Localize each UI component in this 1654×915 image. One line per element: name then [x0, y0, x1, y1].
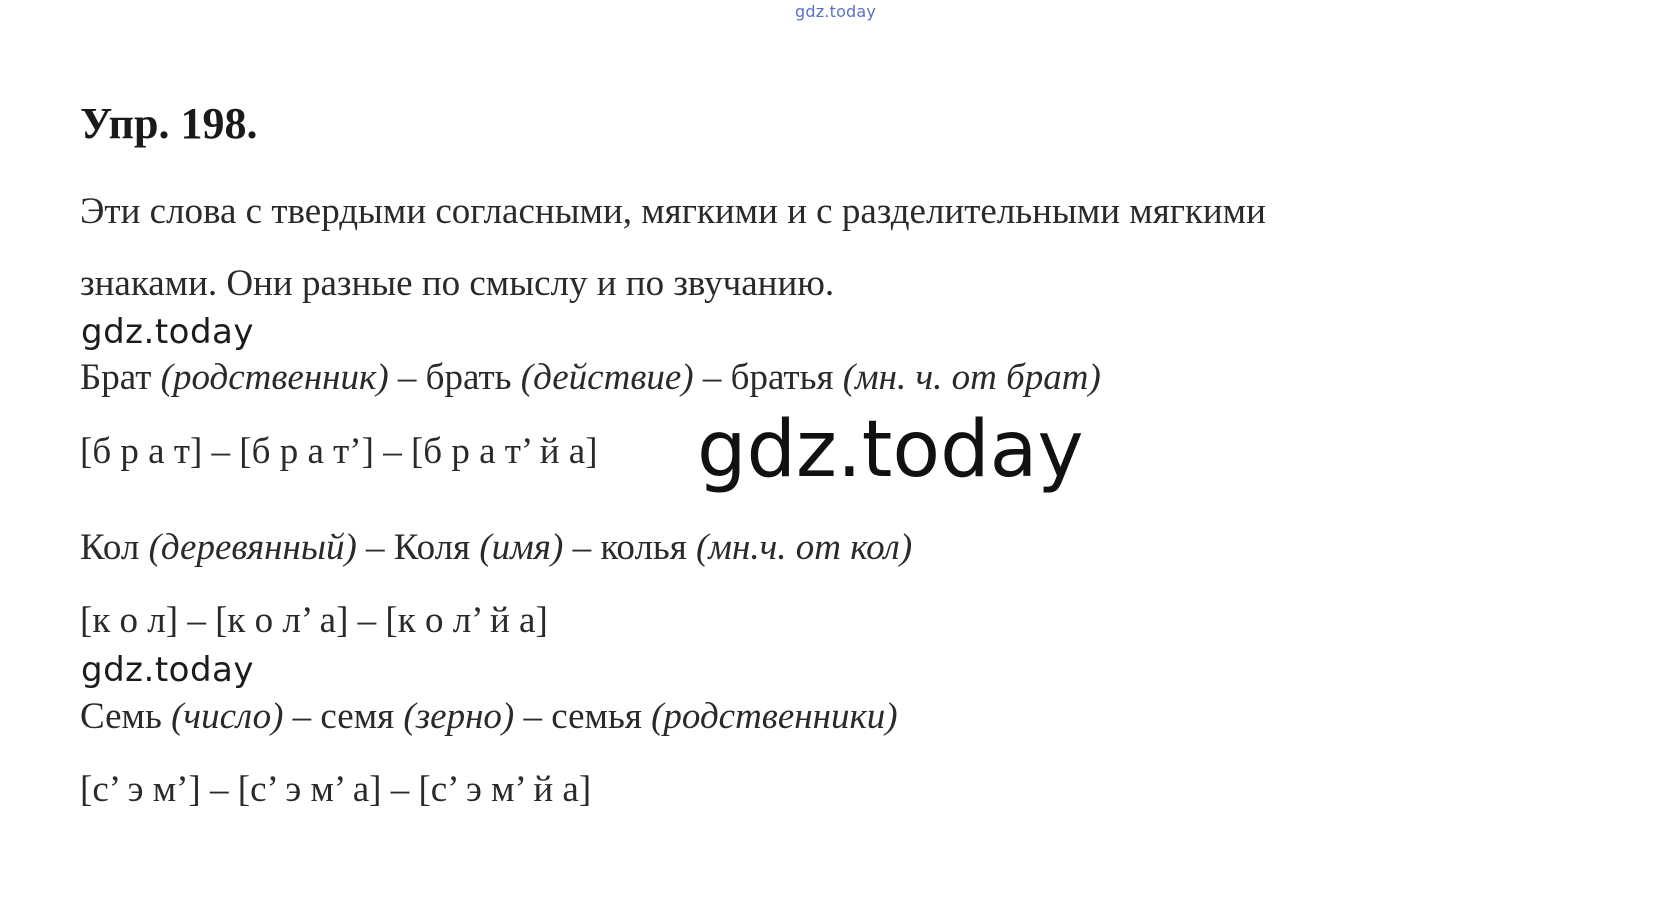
word-note: (родственник): [160, 357, 389, 398]
words-line-2: [80, 526, 912, 569]
word: колья: [600, 527, 687, 568]
words-line-3: [80, 695, 898, 738]
top-watermark: gdz.today: [795, 2, 877, 21]
word: Семь: [80, 696, 162, 737]
intro-line-2: знаками. Они разные по смыслу и по звучанию.: [80, 263, 835, 304]
words-line-1: [80, 356, 1101, 399]
word-note: (имя): [479, 527, 564, 568]
separator: –: [572, 527, 592, 568]
word: брать: [425, 357, 512, 398]
separator: –: [397, 357, 417, 398]
intro-line-1: Эти слова с твердыми согласными, мягкими и с разделительными мягкими: [80, 191, 1266, 232]
transcription-line-2: [к о л] – [к о л’ а] – [к о л’ й а]: [80, 600, 548, 641]
exercise-title: Упр. 198.: [80, 99, 258, 148]
transcription-line-1: [б р а т] – [б р а т’] – [б р а т’ й а]: [80, 431, 598, 472]
word-note: (зерно): [403, 696, 515, 737]
word: семя: [320, 696, 395, 737]
watermark-small-2: gdz.today: [81, 650, 254, 690]
watermark-big: gdz.today: [697, 405, 1084, 495]
separator: –: [366, 527, 385, 568]
separator: –: [523, 696, 542, 737]
word-note: (мн.ч. от кол): [696, 527, 913, 568]
word-note: (родственники): [651, 696, 898, 737]
transcription-line-3: [с’ э м’] – [с’ э м’ а] – [с’ э м’ й а]: [80, 769, 592, 810]
word-note: (мн. ч. от брат): [842, 357, 1101, 398]
word: Брат: [80, 357, 152, 398]
word-note: (деревянный): [148, 527, 357, 568]
word-note: (действие): [520, 357, 694, 398]
separator: –: [702, 357, 722, 398]
word: Кол: [80, 527, 140, 568]
watermark-small-1: gdz.today: [81, 312, 254, 352]
word-note: (число): [171, 696, 284, 737]
separator: –: [292, 696, 312, 737]
word: семья: [551, 696, 642, 737]
word: братья: [730, 357, 834, 398]
word: Коля: [393, 527, 471, 568]
